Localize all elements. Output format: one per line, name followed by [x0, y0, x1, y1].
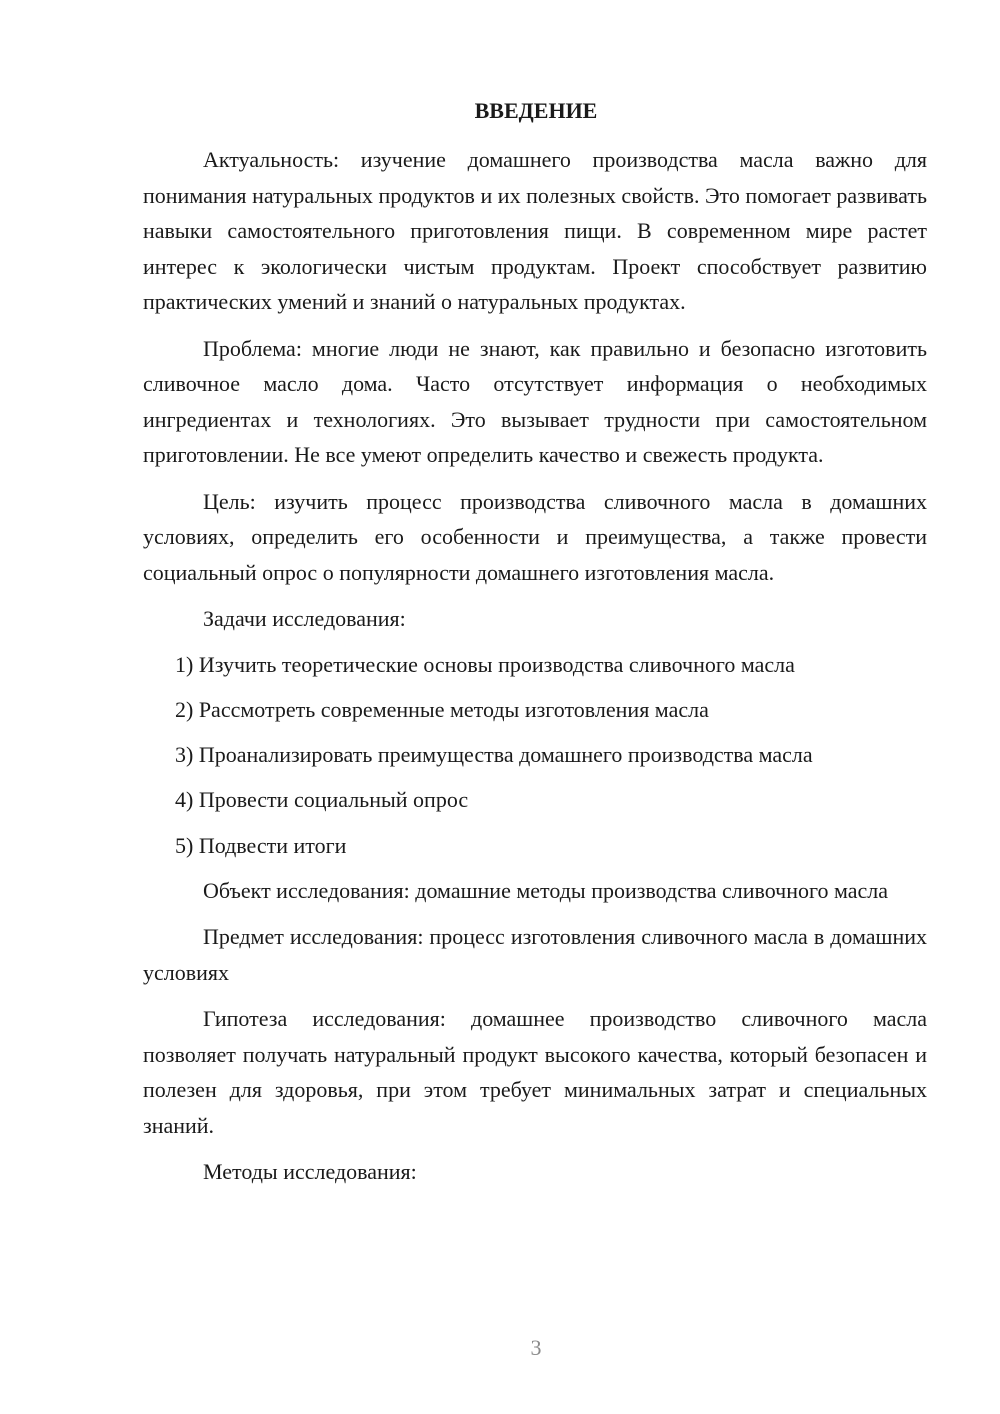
document-body — [143, 142, 927, 1200]
tasks-heading: Задачи исследования: — [203, 606, 406, 631]
relevance-paragraph: Актуальность: изучение домашнего производства масла важно для понимания натуральных продуктов и их полезных свойств. Это помогает развивать навыки самостоятельного приготовления пищи. В современном мире растет интерес к экологически чистым продуктам. Проект способствует развитию практических умений и знаний о натуральных продуктах. — [143, 147, 927, 314]
methods-heading: Методы исследования: — [203, 1159, 417, 1185]
tasks-list — [143, 647, 927, 864]
hypothesis-paragraph: Гипотеза исследования: домашнее производство сливочного масла позволяет получать натуральный продукт высокого качества, который безопасен и полезен для здоровья, при этом требует минимальных затрат и специальных знаний. — [143, 1006, 927, 1138]
subject-paragraph: Предмет исследования: процесс изготовления сливочного масла в домашних условиях — [143, 924, 927, 985]
problem-paragraph: Проблема: многие люди не знают, как правильно и безопасно изготовить сливочное масло дома. Часто отсутствует информация о необходимых ингредиентах и технологиях. Это вызывает трудности при самостоятельном приготовлении. Не все умеют определить качество и свежесть продукта. — [143, 335, 927, 467]
object-paragraph: Объект исследования: домашние методы производства сливочного масла — [203, 877, 889, 903]
task-item: 3) Проанализировать преимущества домашнего производства масла — [175, 742, 813, 768]
page-number: 3 — [530, 1335, 542, 1360]
task-item: 5) Подвести итоги — [175, 832, 347, 858]
task-item: 2) Рассмотреть современные методы изготовления масла — [175, 696, 709, 722]
page-title: ВВЕДЕНИЕ — [474, 98, 598, 123]
goal-paragraph: Цель: изучить процесс производства сливочного масла в домашних условиях, определить его особенности и преимущества, а также провести социальный опрос о популярности домашнего изготовления масла. — [143, 488, 927, 585]
task-item: 1) Изучить теоретические основы производства сливочного масла — [175, 651, 795, 677]
task-item: 4) Провести социальный опрос — [175, 787, 469, 813]
